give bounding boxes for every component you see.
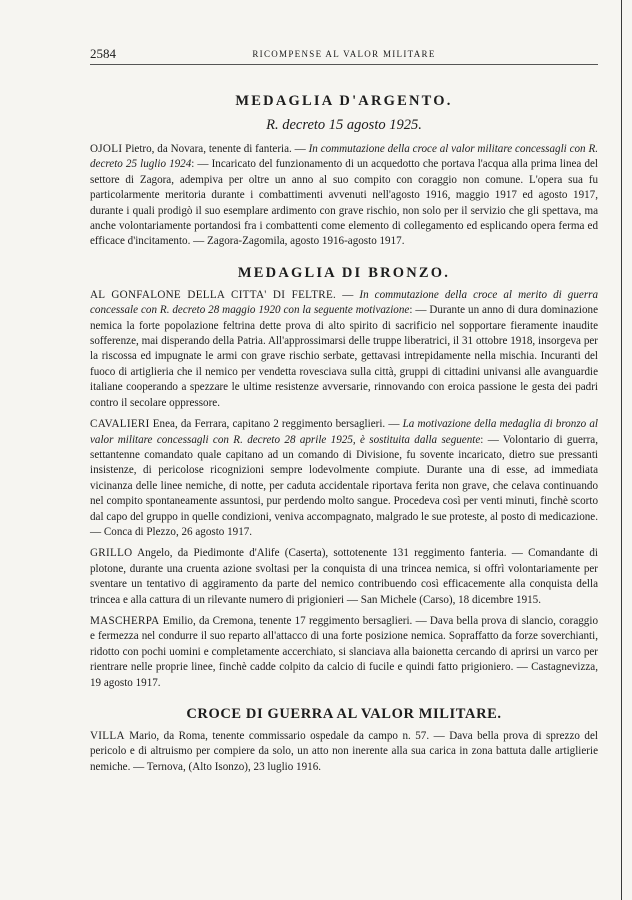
citation-text: : — Volontario di guerra, settantenne comandato quale capitano ad un comando di Divisione, fu sovente incaricato, dietro sue pressanti insistenze, di pericolose ricognizioni sempre lodevolmente compiute. Durante una di esse, ad immediata vicinanza delle linee nemiche, di notte, per caduta accidentale riportava ferita non grave, che celava continuando nel compito spontaneamente assuntosi, pur perdendo molto sangue. Procedeva così per venti minuti, finchè scorto dal capo del gruppo in quelle condizioni, veniva accompagnato, malgrado le sue proteste, al posto di medicazione. — Conca di Plezzo, 26 agosto 1917. [90, 433, 598, 538]
section-title-bronze: MEDAGLIA DI BRONZO. [237, 264, 451, 281]
citation-motivation: La motivazione della medaglia di bronzo al valor militare concessagli con R. decreto 28 aprile 1925, è sostituita dalla seguente [90, 418, 598, 446]
citation-text: Dava bella prova di slancio, coraggio e fermezza nel condurre il suo reparto all'attacco di una forte posizione nemica. Sopraffatto da forze soverchianti, ridotto con pochi uomini e completamente accerchiato, si slanciava alla baionetta cercando di aprirsi un varco per rientrare nelle proprie linee, finchè cadde colpito da calcio di fucile e quindi fatto prigioniero. — Castagnevizza, 19 agosto 1917. [90, 614, 598, 689]
citation-details: Emilio, da Cremona, tenente 17 reggimento bersaglieri. — [159, 614, 430, 627]
section-decree: R. decreto 15 agosto 1925. [266, 117, 422, 133]
citation-motivation: In commutazione della croce al merito di guerra concessale con R. decreto 28 maggio 1920 con la seguente motivazione [90, 288, 599, 317]
main-text [90, 90, 598, 781]
citation-name: AL GONFALONE DELLA CITTA' DI FELTRE. [90, 288, 337, 301]
citation-entry [90, 288, 598, 411]
citation-name: GRILLO [90, 547, 133, 560]
citation-motivation: In commutazione della croce al valor militare concessagli con R. decreto 25 luglio 1924 [90, 143, 598, 171]
citation-details: Mario, da Roma, tenente commissario ospedale da campo n. 57. — [124, 730, 450, 742]
citation-entry [90, 729, 598, 775]
citation-name: MASCHERPA [90, 614, 160, 627]
citation-details: Enea, da Ferrara, capitano 2 reggimento bersaglieri. — [149, 418, 403, 431]
citation-text: : — Durante un anno di dura dominazione nemica la forte popolazione feltrina dette prova di alto spirito di sacrificio nel sopportare fieramente inaudite sofferenze, mai disperando della Patria. All'approssimarsi delle truppe liberatrici, il 31 ottobre 1918, insorgeva per la riscossa ed impugnate le armi con grave rischio serbate, gettavasi intrepidamente nella mischia. Incuranti del fuoco di artiglieria che il nemico per vendetta rovesciava sulla città, gruppi di cittadini univansi alle avanguardie italiane cooperando a spezzare le ultime resistenze avversarie, rinnovando con eroica passione le gesta dei padri contro il secolare oppressore. [90, 304, 599, 409]
citation-entry [90, 142, 598, 250]
header-rule [90, 64, 598, 65]
citation-details: Angelo, da Piedimonte d'Alife (Caserta), sottotenente 131 reggimento fanteria. — [132, 547, 529, 560]
page-number: 2584 [90, 46, 116, 61]
section-title-silver: MEDAGLIA D'ARGENTO. [235, 93, 453, 109]
citation-name: OJOLI [90, 143, 123, 155]
section-title-war-cross: CROCE DI GUERRA AL VALOR MILITARE. [186, 706, 502, 722]
citation-details: — [336, 288, 360, 301]
citation-name: CAVALIERI [90, 418, 150, 431]
citation-entry [90, 614, 598, 691]
running-title: RICOMPENSE AL VALOR MILITARE [252, 49, 436, 59]
citation-entry [90, 417, 598, 540]
running-header [90, 46, 598, 62]
citation-text: : — Incaricato del funzionamento di un acquedotto che portava l'acqua alla prima linea del settore di Zagora, adempiva per oltre un anno al suo compito con coraggio non comune. L'opera sua fu particolarmente meritoria durante i combattimenti avvenuti nell'agosto 1916, maggio 1917 ed agosto 1917, durante i quali prodigò il suo esemplare ardimento con grave rischio, non solo per il servizio che gli spettava, ma anche volontariamente portandosi fra i combattenti come elemento di collegamento ed esplicando opera ferma ed efficace d'incitamento. — Zagora-Zagomila, agosto 1916-agosto 1917. [90, 158, 598, 248]
page-edge-line [621, 0, 622, 900]
citation-details: Pietro, da Novara, tenente di fanteria. — [122, 143, 309, 155]
citation-entry [90, 546, 598, 608]
citation-name: VILLA [90, 730, 125, 742]
citation-text: Comandante di plotone, durante una cruenta azione svoltasi per la conquista di una trincea nemica, si offrì volontariamente per sventare un tentativo di aggiramento da parte del nemico contribuendo così efficacemente alla conquista della trincea e alla cattura di un rilevante numero di prigionieri — San Michele (Carso), 18 dicembre 1915. [90, 547, 598, 606]
citation-text: Dava bella prova di sprezzo del pericolo e di altruismo per compiere da solo, un atto non inerente alla sua carica in zona battuta dalle artiglierie nemiche. — Ternova, (Alto Isonzo), 23 luglio 1916. [90, 730, 598, 773]
